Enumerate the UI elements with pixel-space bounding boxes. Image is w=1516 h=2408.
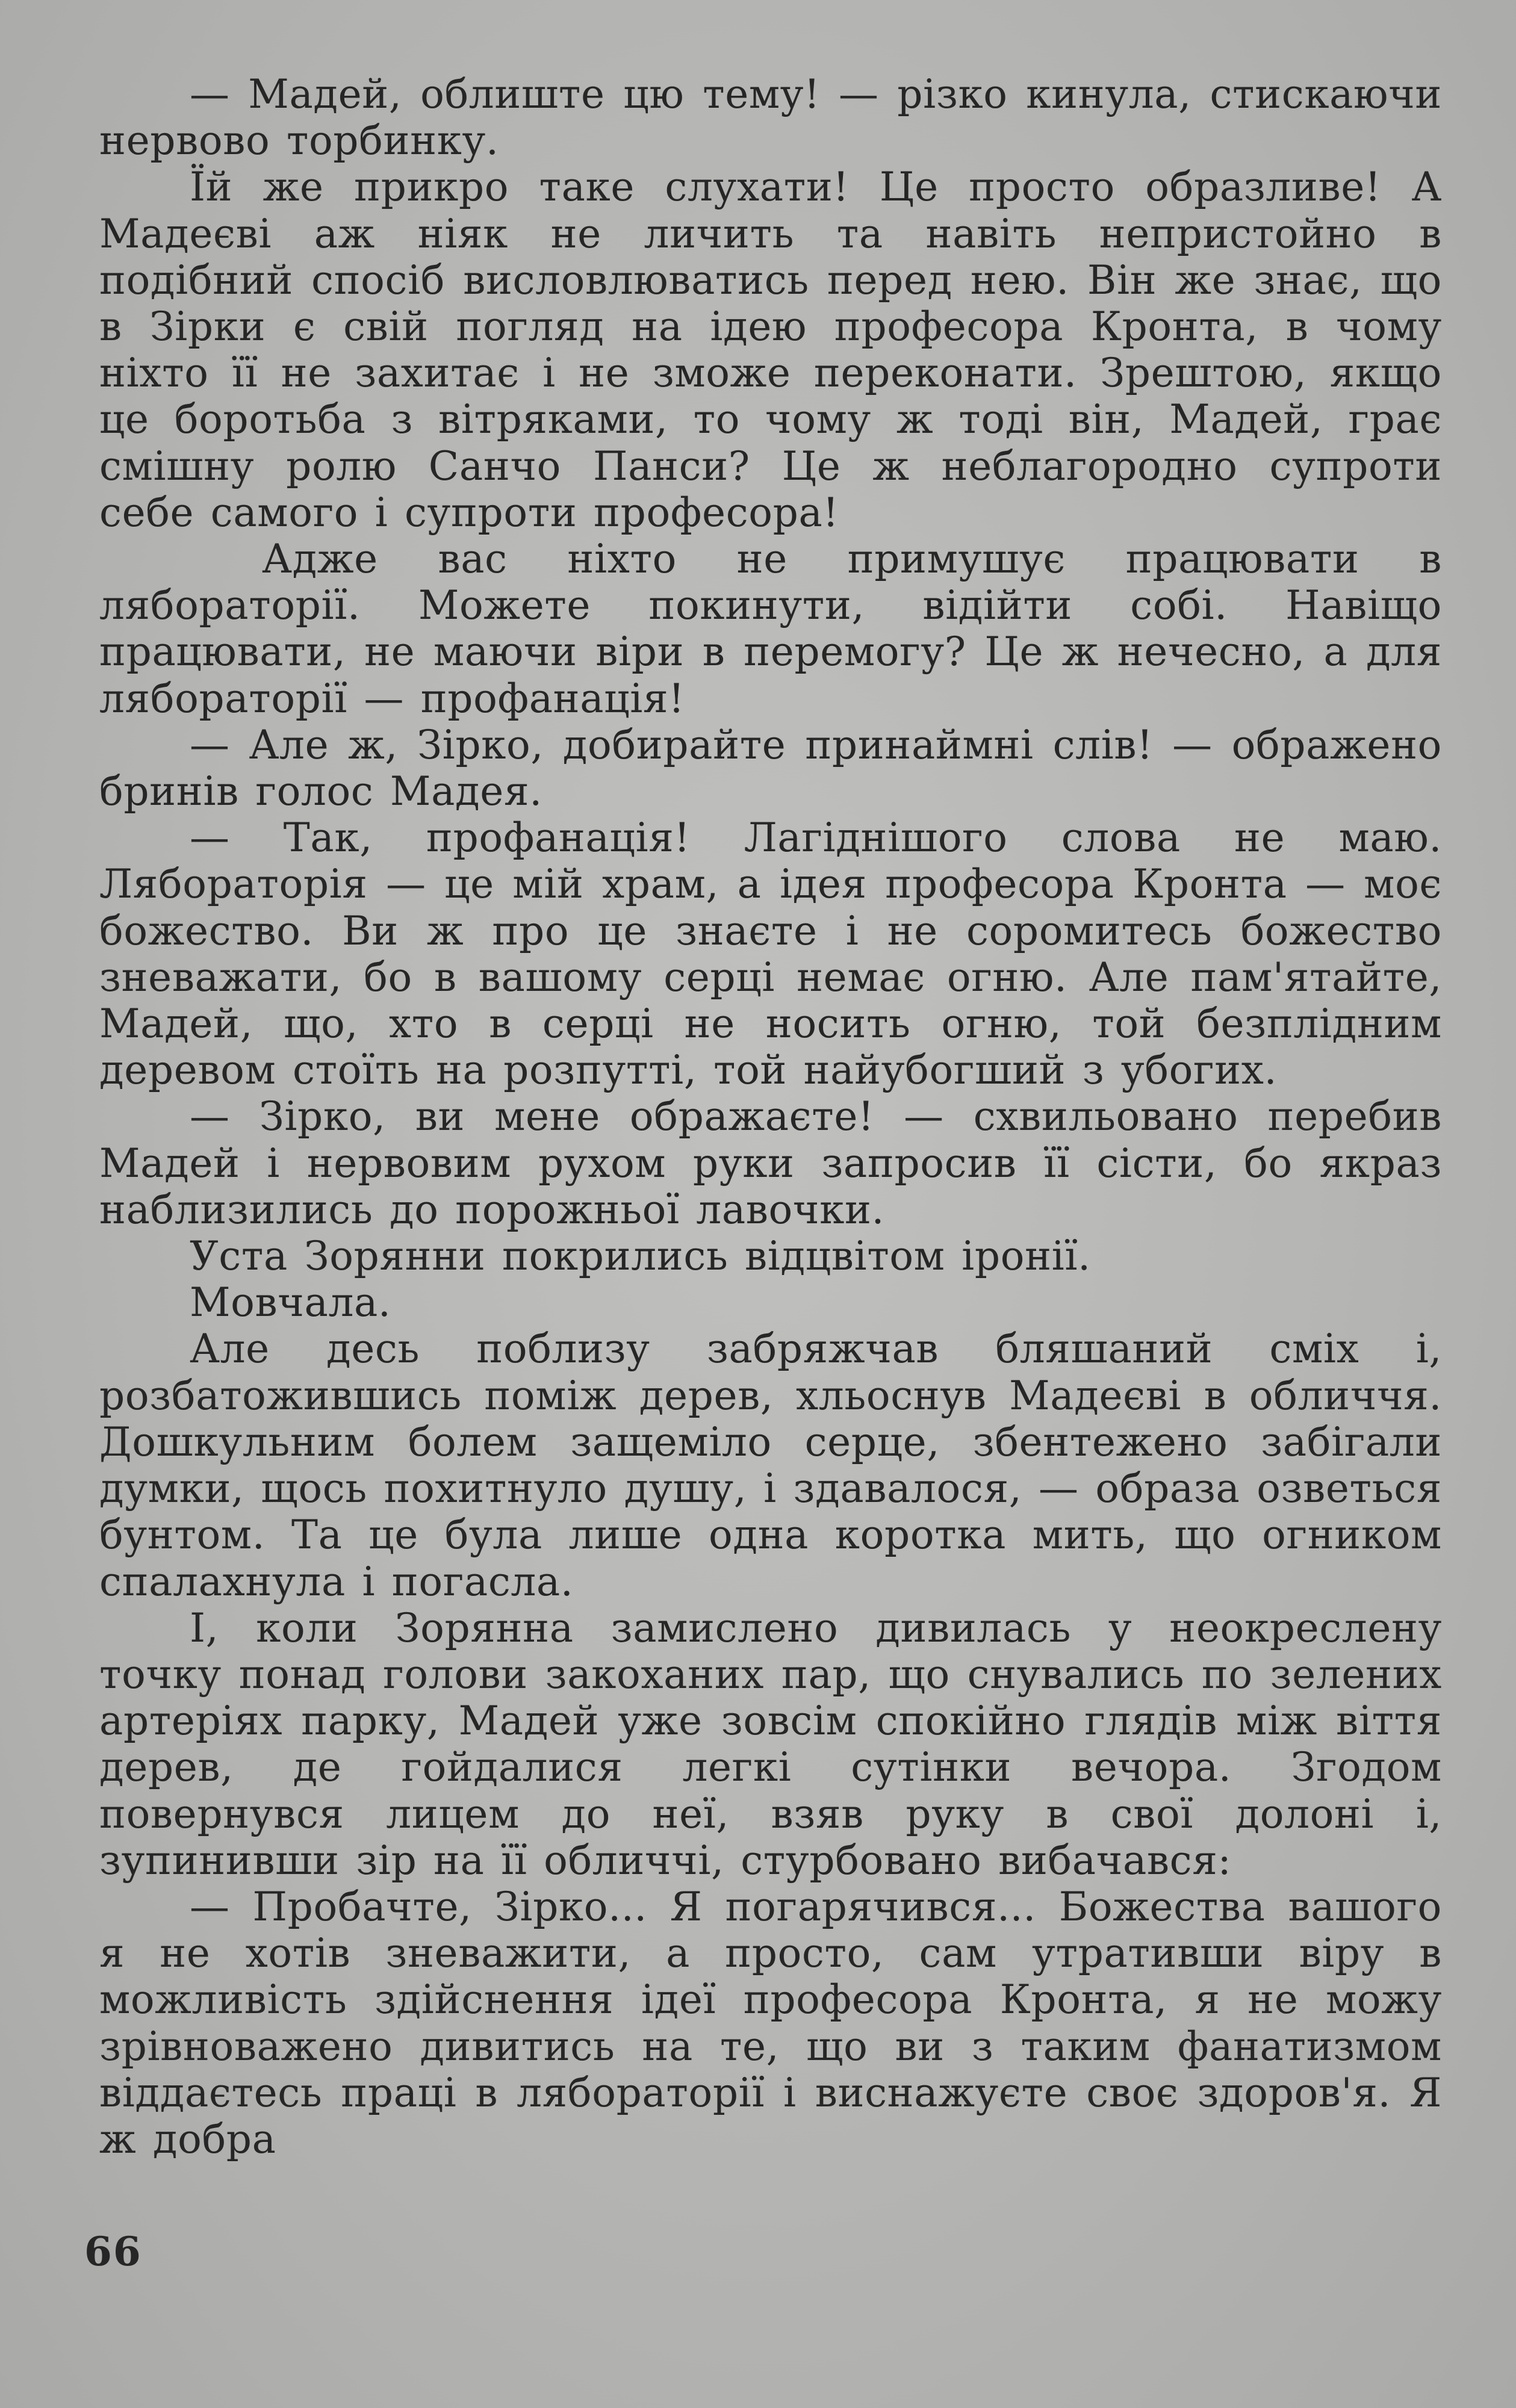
- paragraph-7: Уста Зорянни покрились відцвітом іронії.: [190, 1233, 1091, 1280]
- paragraph-11: — Пробачте, Зірко... Я погарячився... Божества вашого я не хотів зневажити, а просто, сам утративши віру в можливість здійснення ідеї професора Кронта, я не можу зрівноважено дивитись на те, що ви з таким фанатизмом віддаєтесь праці в лябораторії і виснажуєте своє здоров'я. Я ж добра: [99, 1883, 1442, 2162]
- paragraph-9: Але десь поблизу забряжчав бляшаний сміх і, розбатожившись поміж дерев, хльоснув Мадеєві в обличчя. Дошкульним болем защеміло серце, збентежено забігали думки, щось похитнуло душу, і здавалося, — образа озветься бунтом. Та це була лише одна коротка мить, що огником спалахнула і погасла.: [99, 1326, 1442, 1605]
- page-body: [99, 71, 1442, 2162]
- paragraph-6: — Зірко, ви мене ображаєте! — схвильовано перебив Мадей і нервовим рухом руки запросив її сісти, бо якраз наблизились до порожньої лавочки.: [99, 1093, 1442, 1233]
- paragraph-4: — Але ж, Зірко, добирайте принаймні слів! — ображено бринів голос Мадея.: [99, 721, 1442, 815]
- paragraph-10: І, коли Зорянна замислено дивилась у неокреслену точку понад голови закоханих пар, що снувались по зелених артеріях парку, Мадей уже зовсім спокійно глядів між віття дерев, де гойдалися легкі сутінки вечора. Згодом повернувся лицем до неї, взяв руку в свої долоні і, зупинивши зір на її обличчі, стурбовано вибачався:: [99, 1604, 1442, 1884]
- paragraph-2: Їй же прикро таке слухати! Це просто образливе! А Мадеєві аж ніяк не личить та навіть непристойно в подібний спосіб висловлюватись перед нею. Він же знає, що в Зірки є свій погляд на ідею професора Кронта, в чому ніхто її не захитає і не зможе переконати. Зрештою, якщо це боротьба з вітряками, то чому ж тоді він, Мадей, грає смішну ролю Санчо Панси? Це ж неблагородно супроти себе самого і супроти професора!: [99, 164, 1442, 536]
- paragraph-1: — Мадей, облиште цю тему! — різко кинула, стискаючи нервово торбинку.: [99, 71, 1442, 164]
- page-number: 66: [84, 2228, 142, 2275]
- paragraph-5: — Так, профанація! Лагіднішого слова не маю. Лябораторія — це мій храм, а ідея професора Кронта — моє божество. Ви ж про це знаєте і не соромитесь божество зневажати, бо в вашому серці немає огню. Але пам'ятайте, Мадей, що, хто в серці не носить огню, той безплідним деревом стоїть на розпутті, той найубогший з убогих.: [99, 815, 1442, 1094]
- paragraph-8: Мовчала.: [190, 1279, 391, 1326]
- paragraph-3: Адже вас ніхто не примушує працювати в лябораторії. Можете покинути, відійти собі. Навіщо працювати, не маючи віри в перемогу? Це ж нечесно, а для лябораторії — профанація!: [99, 536, 1442, 722]
